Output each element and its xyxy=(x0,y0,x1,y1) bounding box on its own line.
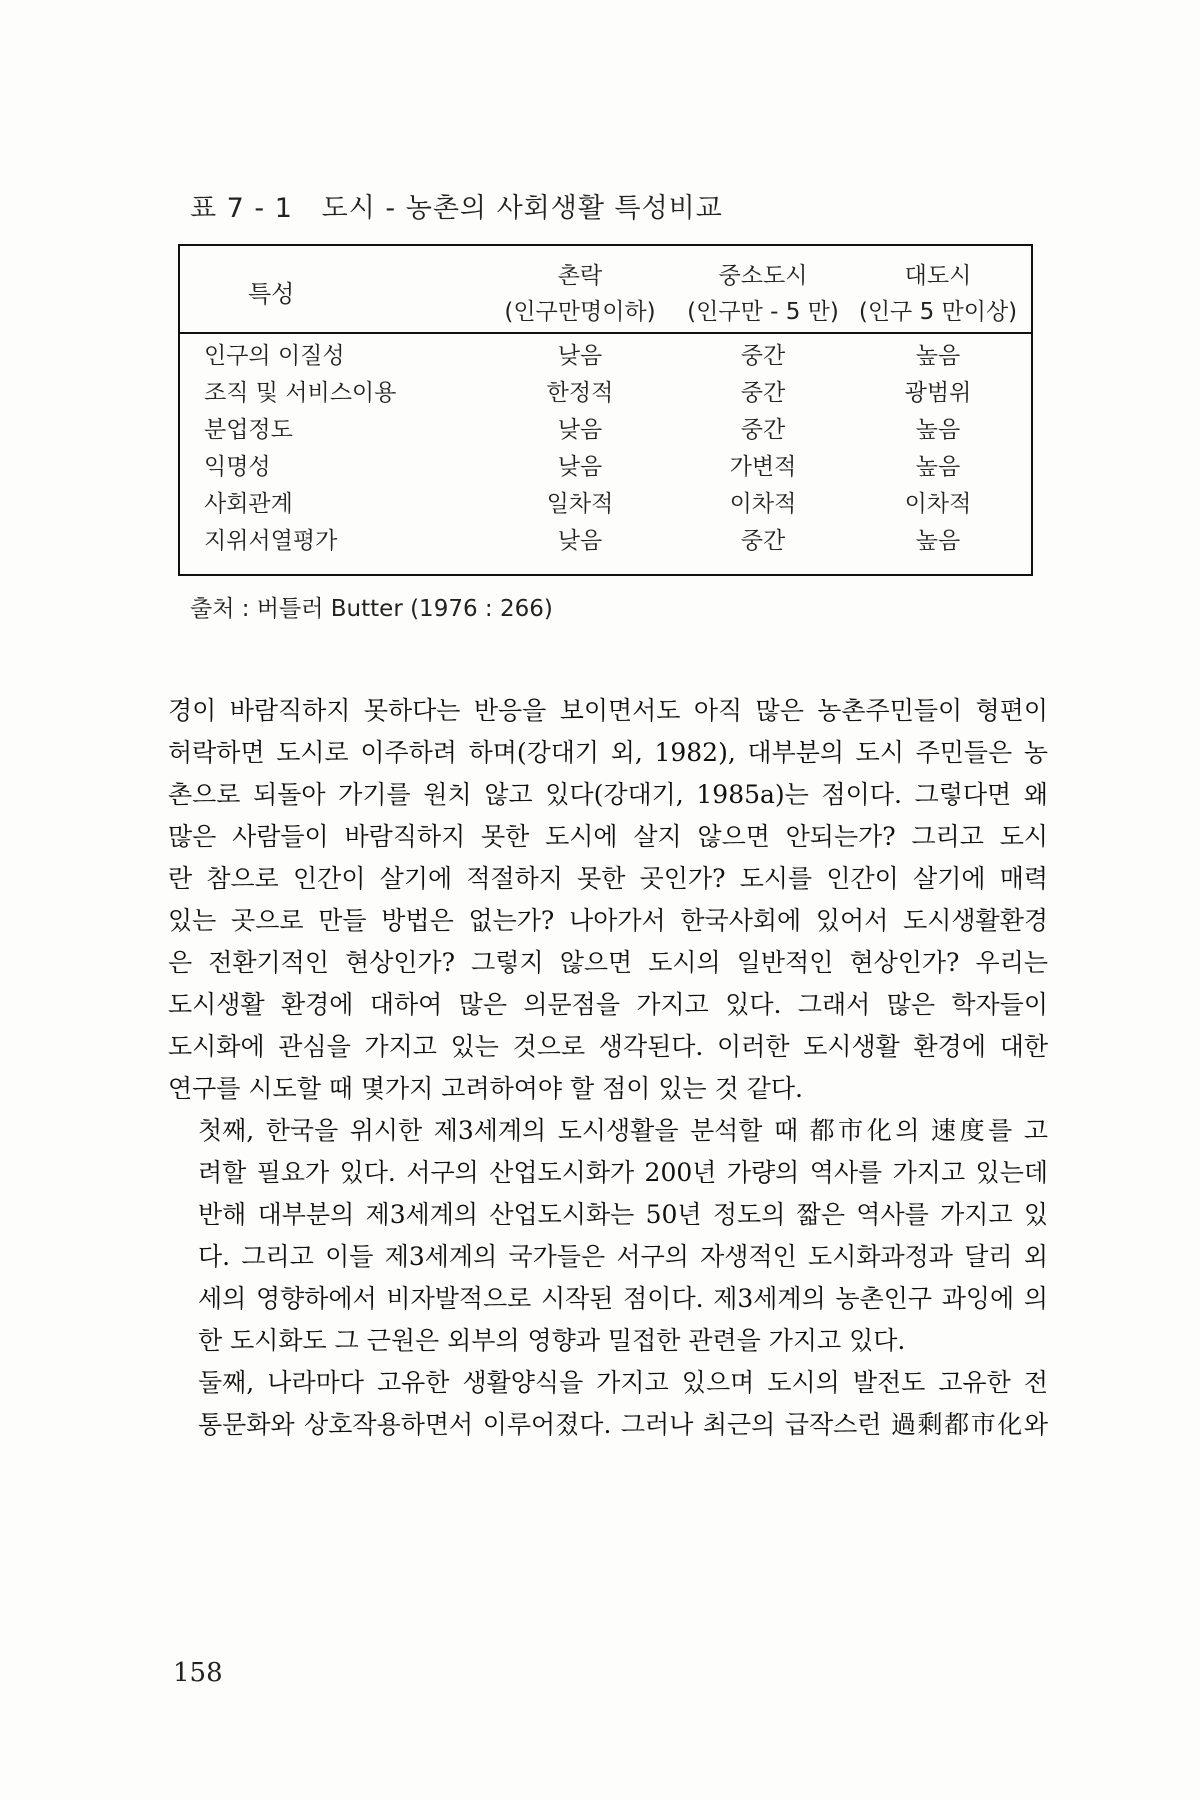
header-column-name: 대도시 xyxy=(904,263,972,289)
table-row xyxy=(180,338,1031,375)
text-line: 다. 그리고 이들 제3세계의 국가들은 서구의 자생적인 도시화과정과 달리 외 xyxy=(198,1242,1048,1271)
cell-small-city: 중간 xyxy=(740,417,786,443)
row-feature: 사회관계 xyxy=(204,491,293,517)
header-column-large-city xyxy=(838,258,1038,330)
row-feature: 익명성 xyxy=(204,454,271,480)
header-column-sub: (인구만 - 5 만) xyxy=(687,299,839,325)
text-line: 한 도시화도 그 근원은 외부의 영향과 밀접한 관련을 가지고 있다. xyxy=(198,1326,906,1355)
header-feature: 특성 xyxy=(248,280,295,308)
cell-village: 한정적 xyxy=(546,380,614,406)
header-column-name: 중소도시 xyxy=(718,263,808,289)
cell-large-city: 높음 xyxy=(915,454,961,480)
cell-small-city: 중간 xyxy=(740,380,786,406)
cell-large-city: 높음 xyxy=(915,417,961,443)
cell-small-city: 중간 xyxy=(740,343,786,369)
text-line: 첫째, 한국을 위시한 제3세계의 도시생활을 분석할 때 都市化의 速度를 고 xyxy=(198,1116,1048,1145)
text-line: 은 전환기적인 현상인가? 그렇지 않으면 도시의 일반적인 현상인가? 우리는 xyxy=(168,948,1048,977)
cell-large-city: 광범위 xyxy=(904,380,972,406)
paragraph xyxy=(168,690,1048,1110)
text-line: 많은 사람들이 바람직하지 못한 도시에 살지 않으면 안되는가? 그리고 도시 xyxy=(168,822,1048,851)
cell-small-city: 가변적 xyxy=(729,454,797,480)
table-source: 출처 : 버틀러 Butter (1976 : 266) xyxy=(190,596,553,622)
cell-village: 낮음 xyxy=(557,528,603,554)
text-line: 도시화에 관심을 가지고 있는 것으로 생각된다. 이러한 도시생활 환경에 대한 xyxy=(168,1032,1048,1061)
text-line: 통문화와 상호작용하면서 이루어졌다. 그러나 최근의 급작스런 過剩都市化와 xyxy=(198,1410,1048,1439)
text-line: 둘째, 나라마다 고유한 생활양식을 가지고 있으며 도시의 발전도 고유한 전 xyxy=(198,1368,1048,1397)
table-row xyxy=(180,412,1031,449)
text-line: 있는 곳으로 만들 방법은 없는가? 나아가서 한국사회에 있어서 도시생활환경 xyxy=(168,906,1048,935)
text-line: 란 참으로 인간이 살기에 적절하지 못한 곳인가? 도시를 인간이 살기에 매력 xyxy=(168,864,1048,893)
text-line: 연구를 시도할 때 몇가지 고려하여야 할 점이 있는 것 같다. xyxy=(168,1074,803,1103)
text-line: 허락하면 도시로 이주하려 하며(강대기 외, 1982), 대부분의 도시 주민들은 농 xyxy=(168,738,1048,767)
table-caption: 표 7 - 1 도시 - 농촌의 사회생활 특성비교 xyxy=(190,193,723,224)
text-line: 반해 대부분의 제3세계의 산업도시화는 50년 정도의 짧은 역사를 가지고 있 xyxy=(198,1200,1048,1229)
cell-village: 낮음 xyxy=(557,343,603,369)
table-row xyxy=(180,486,1031,523)
cell-large-city: 이차적 xyxy=(904,491,972,517)
paragraph xyxy=(168,1362,1048,1446)
row-feature: 조직 및 서비스이용 xyxy=(204,380,397,406)
comparison-table xyxy=(178,244,1033,576)
cell-large-city: 높음 xyxy=(915,528,961,554)
cell-small-city: 이차적 xyxy=(729,491,797,517)
table-row xyxy=(180,449,1031,486)
table-header xyxy=(180,246,1031,334)
text-line: 도시생활 환경에 대하여 많은 의문점을 가지고 있다. 그래서 많은 학자들이 xyxy=(168,990,1048,1019)
row-feature: 지위서열평가 xyxy=(204,528,338,554)
page-number: 158 xyxy=(173,1658,223,1688)
header-column-sub: (인구 5 만이상) xyxy=(858,299,1018,325)
text-line: 세의 영향하에서 비자발적으로 시작된 점이다. 제3세계의 농촌인구 과잉에 의 xyxy=(198,1284,1048,1313)
cell-village: 낮음 xyxy=(557,454,603,480)
text-line: 경이 바람직하지 못하다는 반응을 보이면서도 아직 많은 농촌주민들이 형편이 xyxy=(168,696,1048,725)
text-line: 려할 필요가 있다. 서구의 산업도시화가 200년 가량의 역사를 가지고 있는데 xyxy=(198,1158,1048,1187)
row-feature: 분업정도 xyxy=(204,417,293,443)
header-column-small-city xyxy=(668,258,858,330)
body-text xyxy=(168,690,1048,1446)
text-line: 촌으로 되돌아 가기를 원치 않고 있다(강대기, 1985a)는 점이다. 그렇다면 왜 xyxy=(168,780,1048,809)
cell-small-city: 중간 xyxy=(740,528,786,554)
header-column-sub: (인구만명이하) xyxy=(504,299,656,325)
table-row xyxy=(180,523,1031,560)
header-column-name: 촌락 xyxy=(557,263,603,289)
cell-village: 일차적 xyxy=(546,491,614,517)
row-feature: 인구의 이질성 xyxy=(204,343,345,369)
cell-village: 낮음 xyxy=(557,417,603,443)
header-column-village xyxy=(485,258,675,330)
cell-large-city: 높음 xyxy=(915,343,961,369)
table-row xyxy=(180,375,1031,412)
paragraph xyxy=(168,1110,1048,1362)
table-body xyxy=(180,338,1031,560)
